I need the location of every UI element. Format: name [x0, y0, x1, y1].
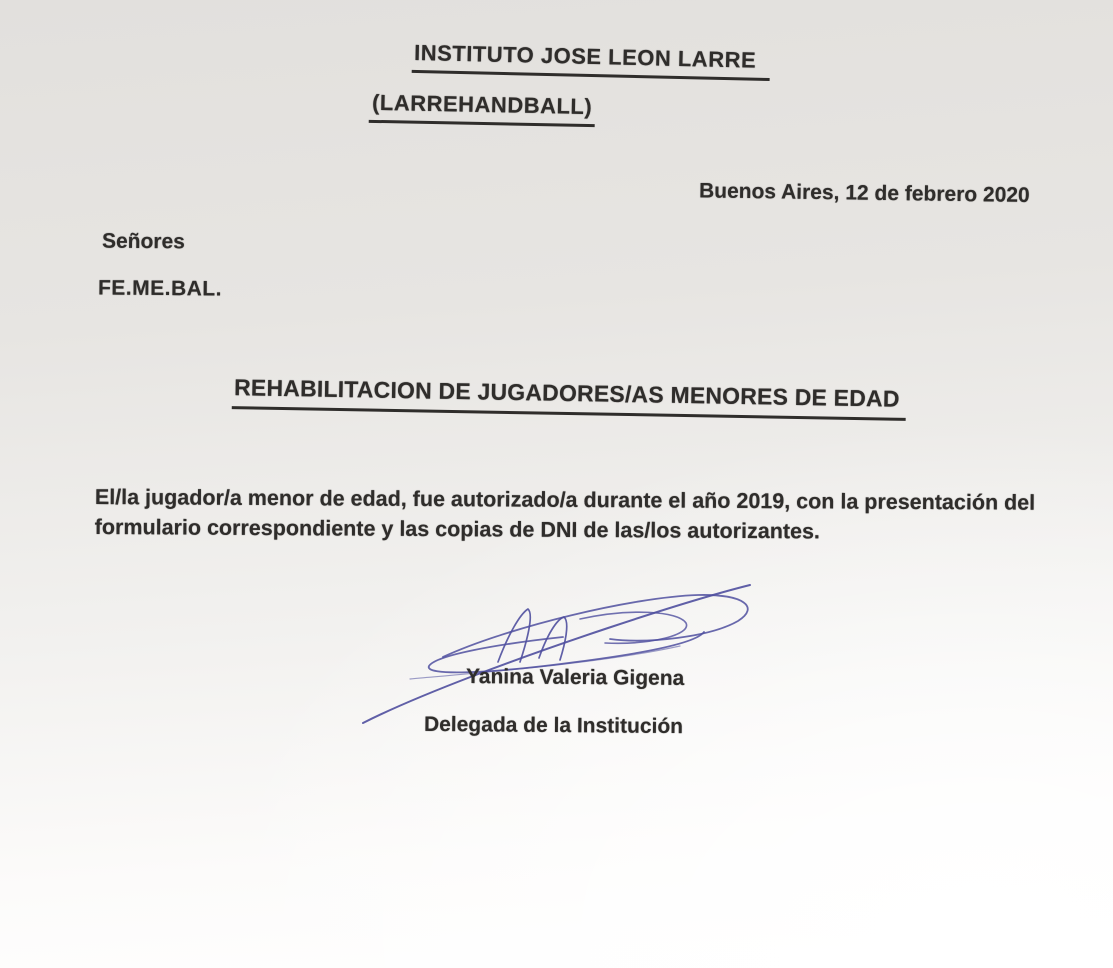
- subject-text: REHABILITACION DE JUGADORES/AS MENORES DE EDAD: [231, 374, 905, 421]
- body-line-2: formulario correspondiente y las copias de DNI de las/los autorizantes.: [94, 514, 821, 544]
- institution-alias: (LARREHANDBALL): [369, 90, 596, 127]
- signer-title: Delegada de la Institución: [423, 712, 684, 739]
- recipient-organization: FE.ME.BAL.: [97, 276, 223, 301]
- letter-header-line2: [0, 89, 1113, 125]
- body-paragraph: [95, 482, 1036, 548]
- signer-name: Yanina Valeria Gigena: [466, 665, 685, 690]
- signer-title-line: [0, 714, 1113, 738]
- date-line: Buenos Aires, 12 de febrero 2020: [699, 179, 1031, 207]
- body-line-1: El/la jugador/a menor de edad, fue autorizado/a durante el año 2019, con la presentación del: [94, 484, 1036, 515]
- signer-name-line: [0, 666, 1113, 690]
- recipient-salutation: Señores: [101, 229, 185, 254]
- letter-header-line1: [0, 39, 1113, 77]
- institution-name: INSTITUTO JOSE LEON LARRE: [412, 40, 771, 81]
- subject-line: [0, 374, 1113, 415]
